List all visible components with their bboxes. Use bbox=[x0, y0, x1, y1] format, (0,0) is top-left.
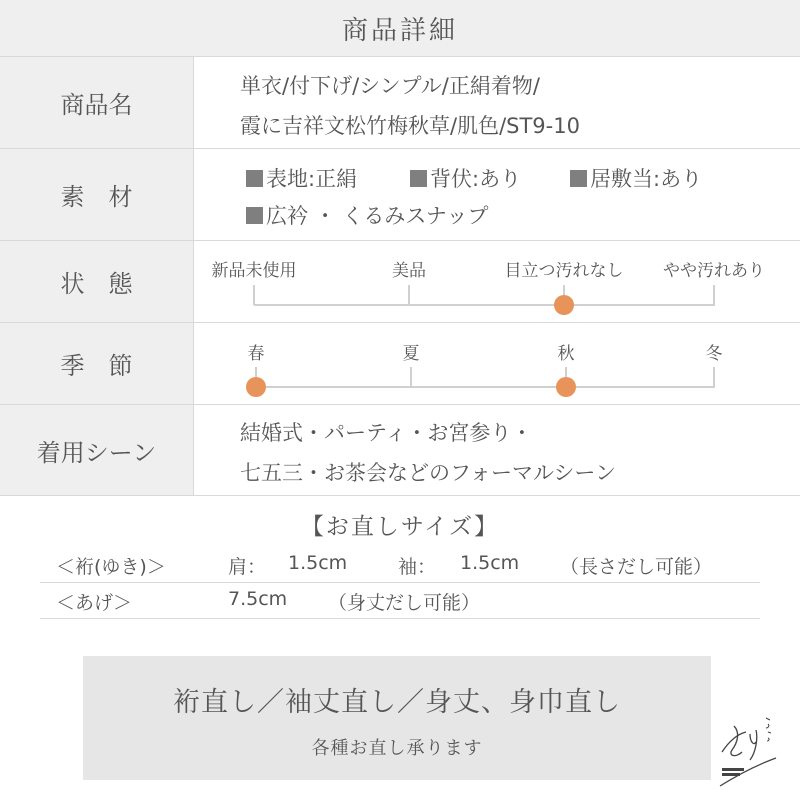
material-item: 背伏:あり bbox=[410, 163, 521, 193]
condition-tick bbox=[253, 285, 255, 305]
row-season bbox=[0, 323, 800, 405]
shoulder-label: 肩： bbox=[228, 556, 267, 578]
alteration-row-yuki bbox=[40, 552, 760, 583]
service-main-text: 裄直し／袖丈直し／身丈、身巾直し bbox=[173, 687, 621, 718]
season-selected-dot bbox=[246, 377, 266, 397]
condition-level-label: 美品 bbox=[392, 261, 426, 281]
shoulder-value: 1.5cm bbox=[288, 552, 348, 574]
product-name-line-1: 単衣/付下げ/シンプル/正絹着物/ bbox=[240, 74, 540, 98]
material-item: 表地:正絹 bbox=[246, 163, 357, 193]
yuki-note: （長さだし可能） bbox=[560, 556, 713, 578]
brand-logo bbox=[716, 712, 782, 788]
row-condition bbox=[0, 241, 800, 323]
season-label: 季 節 bbox=[0, 323, 194, 404]
product-name-line-2: 霞に吉祥文松竹梅秋草/肌色/ST9-10 bbox=[240, 114, 580, 138]
condition-scale bbox=[194, 241, 800, 322]
season-scale bbox=[194, 323, 800, 404]
age-name: ＜あげ＞ bbox=[56, 592, 133, 614]
material-item: 居敷当:あり bbox=[570, 163, 702, 193]
sleeve-label: 袖： bbox=[398, 556, 437, 578]
age-value: 7.5cm bbox=[228, 588, 288, 610]
page-title: 商品詳細 bbox=[0, 0, 800, 57]
season-name-label: 秋 bbox=[557, 344, 575, 364]
row-material bbox=[0, 149, 800, 241]
occasion-label: 着用シーン bbox=[0, 405, 194, 495]
occasion-line-2: 七五三・お茶会などのフォーマルシーン bbox=[240, 461, 617, 485]
condition-selected-dot bbox=[554, 295, 574, 315]
service-sub-text: 各種お直し承ります bbox=[311, 738, 483, 759]
condition-scale-line bbox=[254, 304, 715, 306]
condition-tick bbox=[713, 285, 715, 305]
alterations-title: 【お直しサイズ】 bbox=[300, 514, 500, 540]
condition-level-label: やや汚れあり bbox=[663, 261, 765, 281]
alteration-service-banner bbox=[83, 656, 711, 780]
bullet-square-icon bbox=[246, 170, 263, 187]
age-note: （身丈だし可能） bbox=[328, 592, 481, 614]
material-label: 素 材 bbox=[0, 149, 194, 240]
yuki-name: ＜裄(ゆき)＞ bbox=[56, 556, 166, 578]
condition-label: 状 態 bbox=[0, 241, 194, 322]
sleeve-value: 1.5cm bbox=[460, 552, 520, 574]
row-occasion bbox=[0, 405, 800, 496]
season-scale-line bbox=[256, 386, 715, 388]
material-item: 広衿 ・ くるみスナップ bbox=[246, 200, 489, 230]
bullet-square-icon bbox=[246, 207, 263, 224]
season-selected-dot bbox=[556, 377, 576, 397]
condition-tick bbox=[408, 285, 410, 305]
bullet-square-icon bbox=[570, 170, 587, 187]
alteration-row-age bbox=[40, 588, 760, 619]
condition-level-label: 目立つ汚れなし bbox=[504, 261, 624, 281]
product-name-label: 商品名 bbox=[0, 57, 194, 148]
occasion-line-1: 結婚式・パーティ・お宮参り・ bbox=[240, 421, 533, 445]
season-name-label: 夏 bbox=[402, 344, 420, 364]
season-name-label: 冬 bbox=[705, 344, 723, 364]
season-tick bbox=[713, 367, 715, 387]
season-tick bbox=[410, 367, 412, 387]
season-name-label: 春 bbox=[247, 344, 265, 364]
row-product-name bbox=[0, 57, 800, 149]
bullet-square-icon bbox=[410, 170, 427, 187]
condition-level-label: 新品未使用 bbox=[211, 261, 297, 281]
